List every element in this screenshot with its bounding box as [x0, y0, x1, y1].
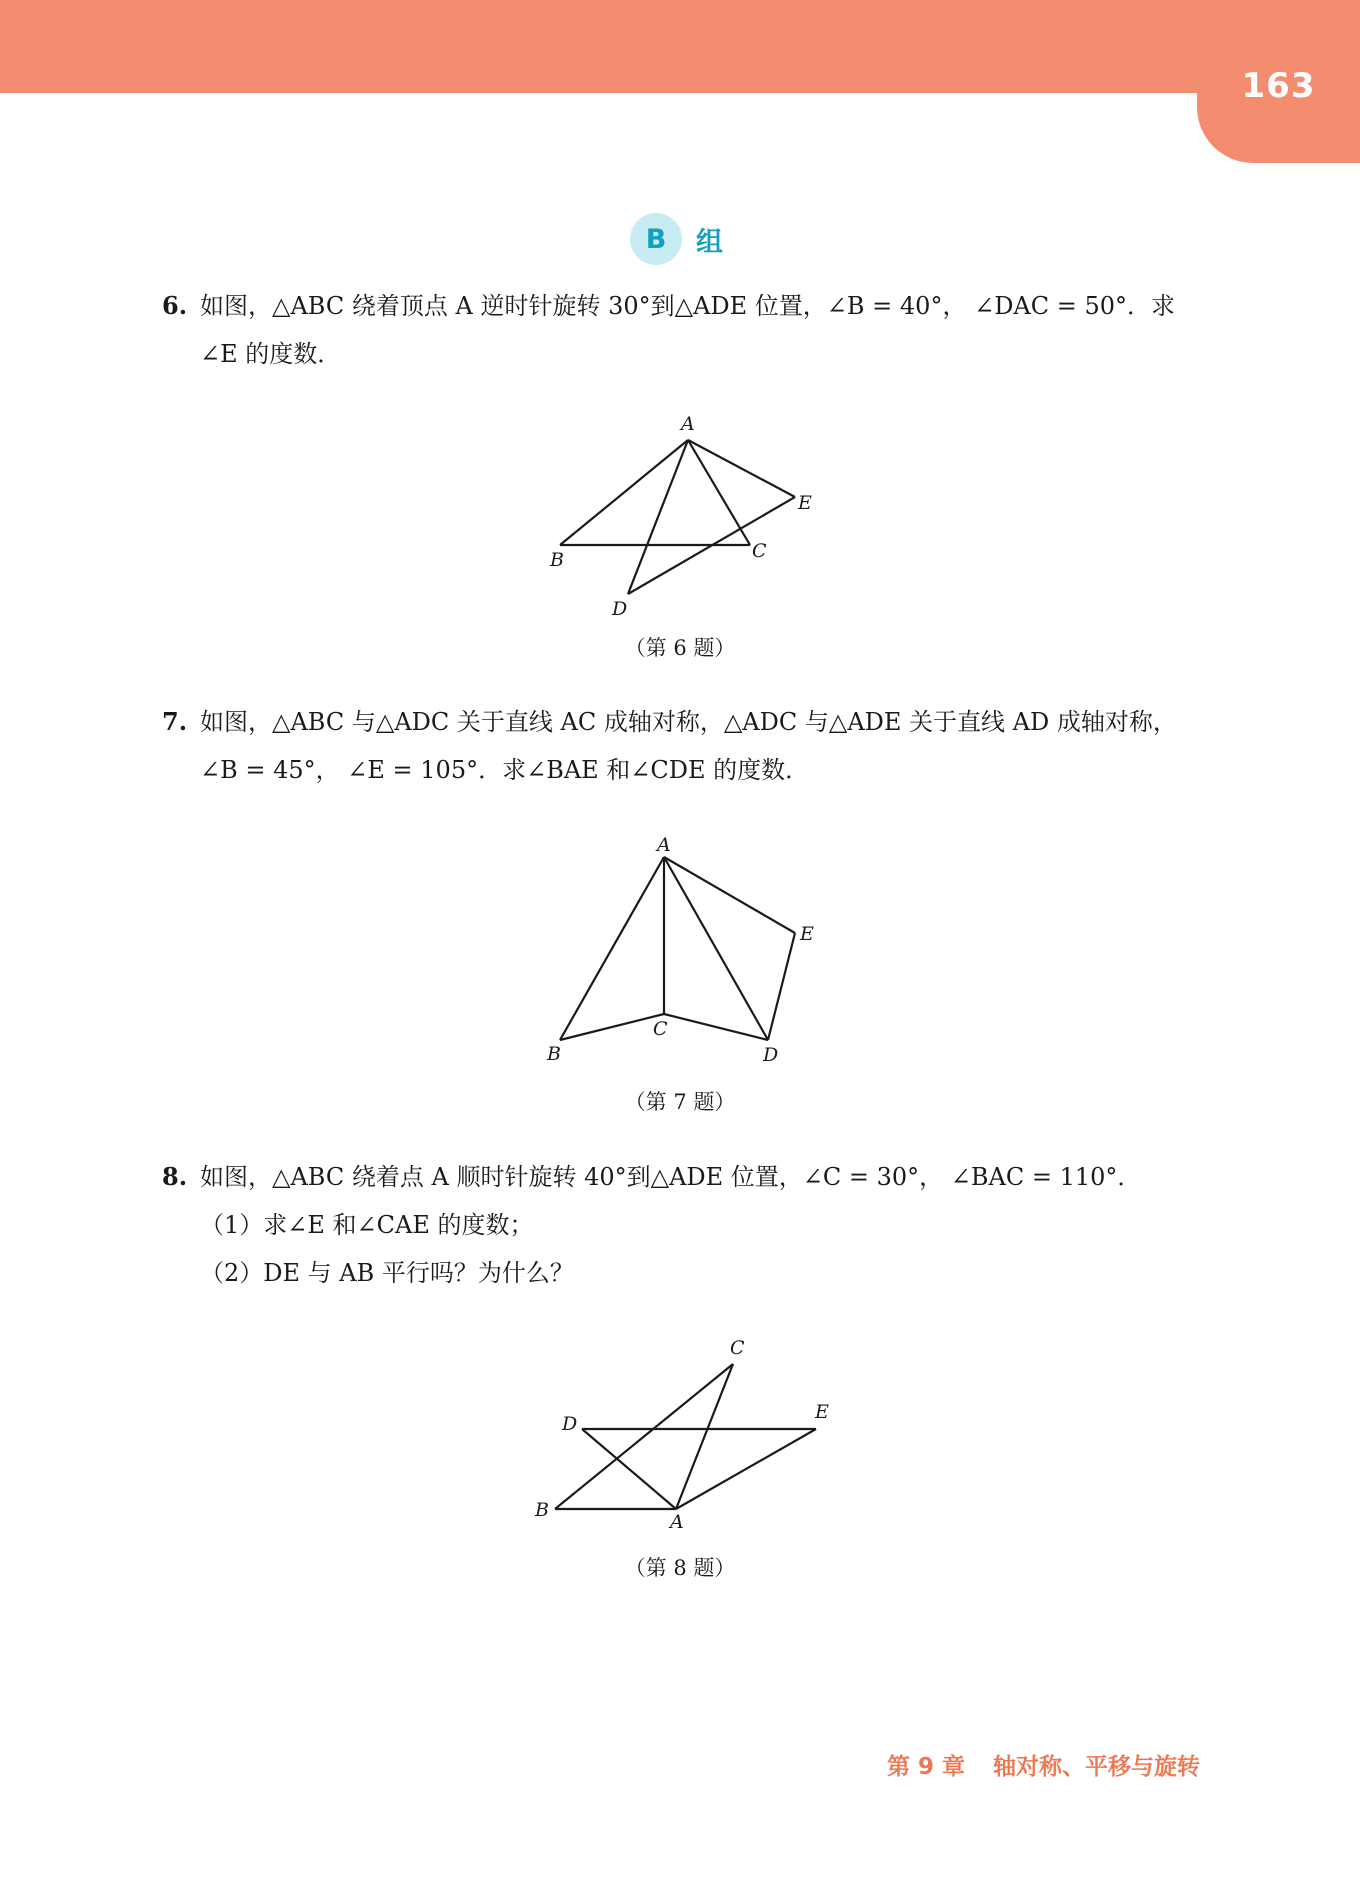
figure-7	[530, 830, 830, 1070]
segment-ab	[560, 857, 664, 1040]
point-label-e: E	[798, 492, 812, 514]
section-badge: B	[630, 213, 682, 265]
segment-ae	[676, 1429, 816, 1509]
chapter-number: 第 9 章	[886, 1754, 965, 1780]
point-label-b: B	[535, 1499, 549, 1521]
segment-ae	[664, 857, 795, 933]
segment-ad	[628, 440, 688, 594]
point-label-a: A	[681, 413, 695, 435]
figure-caption: （第 7 题）	[624, 1090, 736, 1114]
figure-8	[530, 1330, 850, 1550]
point-label-e: E	[815, 1401, 829, 1423]
point-label-c: C	[653, 1018, 668, 1040]
problem-line: （1）求∠E 和∠CAE 的度数；	[200, 1211, 534, 1239]
figure-caption: （第 8 题）	[624, 1556, 736, 1580]
point-label-b: B	[547, 1043, 561, 1065]
problem-7	[162, 698, 1202, 794]
figure-caption: （第 6 题）	[624, 636, 736, 660]
point-label-a: A	[670, 1511, 684, 1533]
segment-de	[768, 933, 795, 1040]
problem-line	[162, 698, 1202, 746]
problem-line	[162, 282, 1202, 330]
point-label-c: C	[752, 540, 767, 562]
problem-6	[162, 282, 1202, 378]
problem-number: 6.	[162, 291, 188, 320]
problem-text: 如图，△ABC 与△ADC 关于直线 AC 成轴对称，△ADC 与△ADE 关于直线 AD 成轴对称，	[200, 708, 1177, 736]
problem-line: （2）DE 与 AB 平行吗？为什么？	[200, 1259, 574, 1287]
point-label-d: D	[763, 1044, 779, 1066]
chapter-title: 轴对称、平移与旋转	[993, 1754, 1200, 1780]
figure-6	[530, 405, 830, 625]
page-number: 163	[1241, 66, 1316, 106]
segment-bc	[560, 1014, 664, 1040]
problem-number: 7.	[162, 707, 188, 736]
section-label: 组	[696, 226, 723, 258]
problem-line	[162, 1153, 1202, 1201]
header-band	[0, 0, 1360, 93]
section-heading	[630, 213, 723, 265]
segment-cd	[664, 1014, 768, 1040]
problem-line: ∠E 的度数．	[200, 340, 342, 368]
point-label-a: A	[657, 834, 671, 856]
chapter-footer	[840, 1748, 1200, 1781]
point-label-d: D	[562, 1413, 578, 1435]
problem-number: 8.	[162, 1162, 188, 1191]
segment-ac	[676, 1364, 733, 1509]
segment-bc	[555, 1364, 733, 1509]
segment-ad	[664, 857, 768, 1040]
segment-ab	[560, 440, 688, 545]
segment-ad	[582, 1429, 676, 1509]
problem-line: ∠B = 45°， ∠E = 105°．求∠BAE 和∠CDE 的度数．	[200, 756, 810, 784]
point-label-c: C	[730, 1337, 745, 1359]
point-label-e: E	[800, 923, 814, 945]
problem-text: 如图，△ABC 绕着顶点 A 逆时针旋转 30°到△ADE 位置，∠B = 40°， ∠DAC = 50°．求	[200, 292, 1176, 320]
problem-8	[162, 1153, 1202, 1297]
point-label-b: B	[550, 549, 564, 571]
point-label-d: D	[612, 598, 628, 620]
problem-text: 如图，△ABC 绕着点 A 顺时针旋转 40°到△ADE 位置，∠C = 30°， ∠BAC = 110°．	[200, 1163, 1142, 1191]
